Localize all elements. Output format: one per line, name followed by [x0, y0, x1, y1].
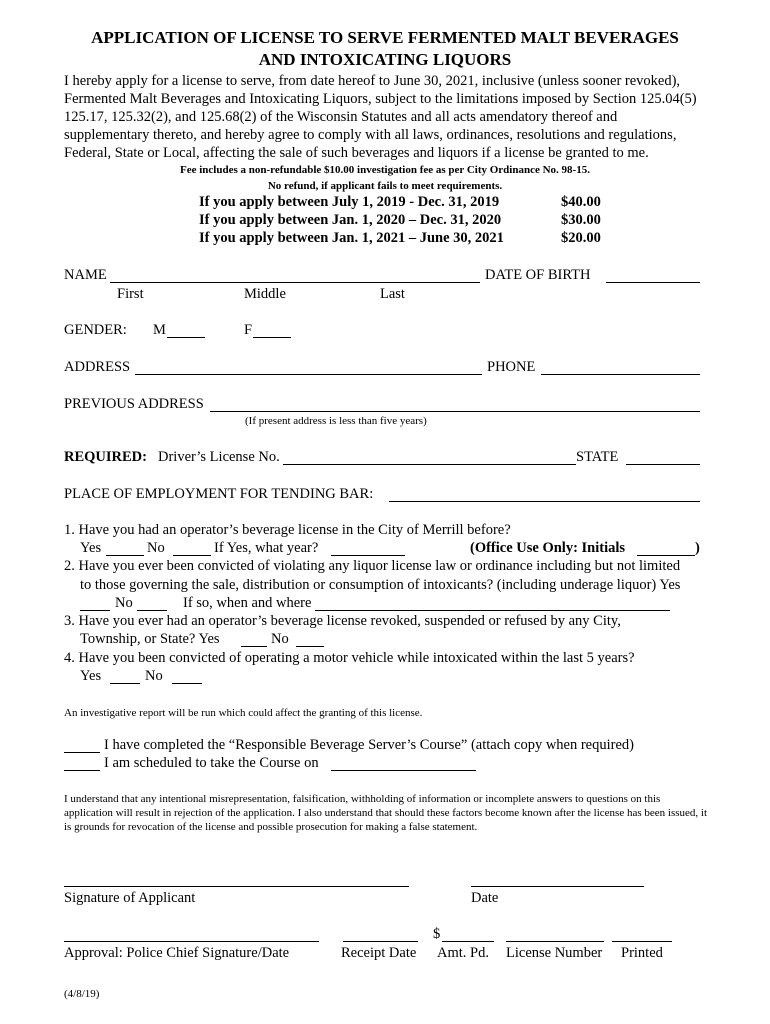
form-title-line-2: AND INTOXICATING LIQUORS: [258, 50, 512, 69]
gender-m-label: M: [153, 322, 166, 338]
printed-line[interactable]: [612, 941, 672, 942]
required-label: REQUIRED:: [64, 449, 147, 465]
question-3-line-2: Township, or State? Yes: [80, 631, 220, 647]
revision-date: (4/8/19): [64, 988, 100, 1000]
q1-year-field[interactable]: [331, 555, 405, 556]
q3-yes-field[interactable]: [241, 646, 267, 647]
investigative-note: An investigative report will be run which could affect the granting of this license.: [64, 707, 423, 719]
q2-no-label: No: [115, 595, 133, 611]
question-2-line-2: to those governing the sale, distribution or consumption of intoxicants? (including underage liquor) Yes: [80, 577, 681, 593]
previous-address-label: PREVIOUS ADDRESS: [64, 396, 204, 412]
gender-m-field[interactable]: [167, 337, 205, 338]
q2-no-field[interactable]: [137, 610, 167, 611]
police-signature-line[interactable]: [64, 941, 319, 942]
q3-no-label: No: [271, 631, 289, 647]
office-initials-field[interactable]: [637, 555, 695, 556]
amount-paid-line[interactable]: [442, 941, 494, 942]
disclaimer-paragraph: I understand that any intentional misrepresentation, falsification, withholding of information or incomplete answers to questions on this application will result in rejection of the application. I also understand that should these factors become known after the license has been issued, it is grounds for revocation of the license and possible prosecution for making a false statement.: [64, 793, 708, 833]
first-name-caption: First: [117, 286, 144, 302]
printed-label: Printed: [621, 945, 663, 961]
receipt-date-line[interactable]: [343, 941, 418, 942]
course-date-field[interactable]: [331, 770, 476, 771]
q2-when-field[interactable]: [315, 610, 670, 611]
dob-field[interactable]: [606, 282, 700, 283]
state-label: STATE: [576, 449, 619, 465]
police-signature-label: Approval: Police Chief Signature/Date: [64, 945, 290, 961]
previous-address-note: (If present address is less than five years): [245, 415, 427, 427]
q3-no-field[interactable]: [296, 646, 324, 647]
q2-when-label: If so, when and where: [183, 595, 312, 611]
previous-address-field[interactable]: [210, 411, 700, 412]
fee-period-2: If you apply between Jan. 1, 2020 – Dec. 31, 2020: [199, 212, 502, 228]
fee-note-1: Fee includes a non-refundable $10.00 investigation fee as per City Ordinance No. 98-15.: [180, 164, 590, 176]
license-number-label: License Number: [506, 945, 603, 961]
q1-yes-field[interactable]: [106, 555, 144, 556]
dob-label: DATE OF BIRTH: [485, 267, 591, 283]
dollar-sign: $: [433, 926, 441, 942]
address-label: ADDRESS: [64, 359, 131, 375]
license-number-line[interactable]: [506, 941, 604, 942]
gender-f-label: F: [244, 322, 253, 338]
q4-yes-label: Yes: [80, 668, 102, 684]
middle-name-caption: Middle: [244, 286, 286, 302]
signature-date-line[interactable]: [471, 886, 644, 887]
fee-amount-3: $20.00: [561, 230, 601, 246]
q4-no-label: No: [145, 668, 163, 684]
form-title-line-1: APPLICATION OF LICENSE TO SERVE FERMENTED MALT BEVERAGES: [91, 28, 679, 47]
course-completed-label: I have completed the “Responsible Beverage Server’s Course” (attach copy when required): [104, 737, 634, 753]
name-field[interactable]: [110, 282, 480, 283]
gender-label: GENDER:: [64, 322, 127, 338]
name-label: NAME: [64, 267, 107, 283]
last-name-caption: Last: [380, 286, 405, 302]
amount-paid-label: Amt. Pd.: [437, 945, 489, 961]
address-field[interactable]: [135, 374, 482, 375]
question-3-line-1: 3. Have you ever had an operator’s beverage license revoked, suspended or refused by any City,: [64, 613, 621, 629]
q1-no-label: No: [147, 540, 165, 556]
q4-yes-field[interactable]: [110, 683, 140, 684]
phone-label: PHONE: [487, 359, 536, 375]
fee-period-3: If you apply between Jan. 1, 2021 – June 30, 2021: [199, 230, 504, 246]
q1-yes-label: Yes: [80, 540, 102, 556]
intro-paragraph: I hereby apply for a license to serve, from date hereof to June 30, 2021, inclusive (unless sooner revoked), Fermented Malt Beverages and Intoxicating Liquors, subject to the limitations imposed by Section 125.04(5) 125.17, 125.32(2), and 125.68(2) of the Wisconsin Statutes and all acts amendatory thereof and supplementary thereto, and hereby agree to comply with all laws, ordinances, resolutions and regulations, Federal, State or Local, affecting the sale of such beverages and liquors if a license be granted to me.: [64, 73, 697, 161]
course-completed-field[interactable]: [64, 752, 100, 753]
drivers-license-label: Driver’s License No.: [158, 449, 280, 465]
gender-f-field[interactable]: [253, 337, 291, 338]
signature-date-label: Date: [471, 890, 499, 906]
q1-ifyes-label: If Yes, what year?: [214, 540, 319, 556]
fee-amount-1: $40.00: [561, 194, 601, 210]
q1-no-field[interactable]: [173, 555, 211, 556]
question-2-line-1: 2. Have you ever been convicted of violating any liquor license law or ordinance including but not limited: [64, 558, 681, 574]
office-use-label: (Office Use Only: Initials: [470, 540, 626, 556]
course-scheduled-label: I am scheduled to take the Course on: [104, 755, 319, 771]
state-field[interactable]: [626, 464, 700, 465]
q2-yes-field[interactable]: [80, 610, 110, 611]
drivers-license-field[interactable]: [283, 464, 576, 465]
signature-label: Signature of Applicant: [64, 890, 196, 906]
office-use-close: ): [695, 540, 700, 556]
phone-field[interactable]: [541, 374, 700, 375]
fee-period-1: If you apply between July 1, 2019 - Dec. 31, 2019: [199, 194, 500, 210]
q4-no-field[interactable]: [172, 683, 202, 684]
fee-note-2: No refund, if applicant fails to meet requirements.: [267, 180, 503, 192]
question-4: 4. Have you been convicted of operating a motor vehicle while intoxicated within the last 5 years?: [64, 650, 635, 666]
signature-line[interactable]: [64, 886, 409, 887]
fee-amount-2: $30.00: [561, 212, 601, 228]
employment-field[interactable]: [389, 501, 700, 502]
employment-label: PLACE OF EMPLOYMENT FOR TENDING BAR:: [64, 486, 374, 502]
course-scheduled-field[interactable]: [64, 770, 100, 771]
question-1: 1. Have you had an operator’s beverage license in the City of Merrill before?: [64, 522, 511, 538]
receipt-date-label: Receipt Date: [341, 945, 417, 961]
